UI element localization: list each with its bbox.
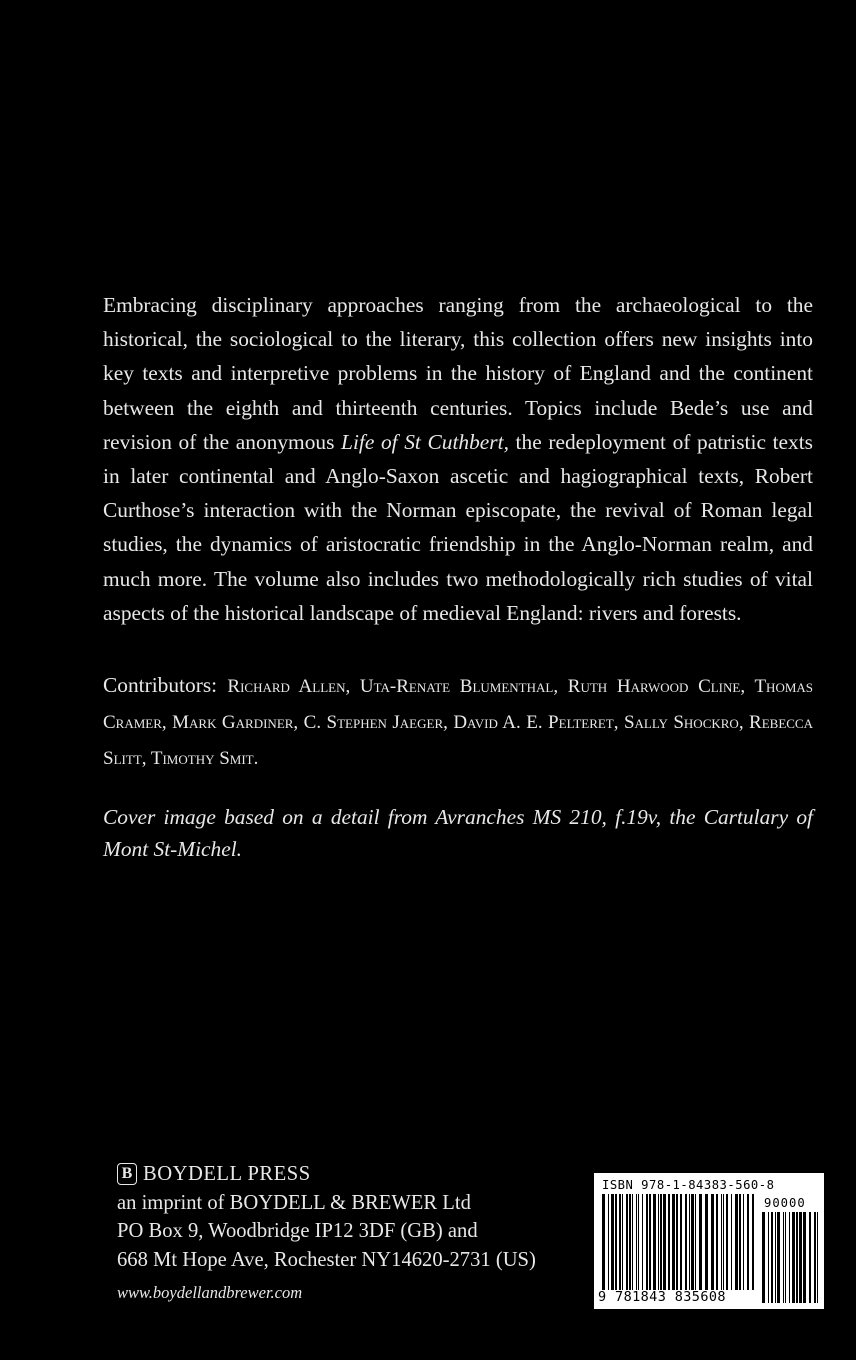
barcode-bar: [768, 1212, 769, 1303]
price-addon-code: 90000: [764, 1196, 806, 1210]
contributors-label: Contributors:: [103, 673, 228, 697]
barcode-bar: [799, 1212, 802, 1303]
barcode-bar: [747, 1194, 749, 1290]
barcode-bar: [789, 1212, 790, 1303]
barcode-bar: [663, 1194, 666, 1290]
isbn-label: ISBN 978-1-84383-560-8: [602, 1178, 775, 1192]
barcode-bar: [658, 1194, 659, 1290]
barcode-bar: [785, 1212, 786, 1303]
barcode-bar: [629, 1194, 631, 1290]
addon-barcode-bars: [762, 1212, 818, 1303]
barcode-bar: [723, 1194, 724, 1290]
description-text-end: the redeployment of patristic texts in later continental and Anglo-Saxon ascetic and hagiographical texts, Robert Curthose’s interaction with the Norman episcopate, the revival of Roman legal studies, the dynamics of aristocratic friendship in the Anglo-Norman realm, and much more. The volume also includes two methodologically rich studies of vital aspects of the historical landscape of medieval England: rivers and forests.: [103, 429, 813, 625]
barcode-bar: [803, 1212, 806, 1303]
barcode-bar: [726, 1194, 728, 1290]
website-url: www.boydellandbrewer.com: [117, 1283, 303, 1302]
barcode-bar: [691, 1194, 694, 1290]
barcode-bar: [743, 1194, 744, 1290]
barcode-bar: [642, 1194, 643, 1290]
barcode-bar: [680, 1194, 682, 1290]
barcode-bar: [796, 1212, 798, 1303]
press-name: BOYDELL PRESS: [143, 1163, 311, 1185]
contributors-names: Richard Allen, Uta-Renate Blumenthal, Ruth Harwood Cline, Thomas Cramer, Mark Gardiner, C. Stephen Jaeger, David A. E. Pelteret, Sally Shockro, Rebecca Slitt, Timothy Smit.: [103, 676, 814, 769]
address-uk: PO Box 9, Woodbridge IP12 3DF (GB) and: [117, 1220, 478, 1242]
barcode-bar: [716, 1194, 718, 1290]
barcode-bar: [660, 1194, 662, 1290]
barcode-bar: [689, 1194, 690, 1290]
barcode-bar: [649, 1194, 651, 1290]
barcode-bar: [622, 1194, 623, 1290]
barcode-bar: [705, 1194, 708, 1290]
barcode-bar: [731, 1194, 732, 1290]
barcode-bar: [762, 1212, 765, 1303]
barcode-bar: [668, 1194, 670, 1290]
barcode-bar: [611, 1194, 614, 1290]
barcode-bar: [817, 1212, 818, 1303]
barcode-bar: [676, 1194, 678, 1290]
barcode-bar: [608, 1194, 609, 1290]
address-us: 668 Mt Hope Ave, Rochester NY14620-2731 (US): [117, 1248, 536, 1271]
barcode-bar: [777, 1212, 780, 1303]
barcode-bar: [752, 1194, 754, 1290]
barcode-bar: [814, 1212, 816, 1303]
barcode-bar: [685, 1194, 687, 1290]
barcode-bar: [739, 1194, 741, 1290]
press-row: [117, 1160, 567, 1189]
cover-image-credit: Cover image based on a detail from Avranches MS 210, f.19v, the Cartulary of Mont St-Michel.: [103, 805, 813, 861]
contributors-paragraph: [103, 668, 813, 776]
barcode-bar: [771, 1212, 773, 1303]
barcode-bar: [783, 1212, 784, 1303]
barcode-bar: [646, 1194, 648, 1290]
barcode-bar: [775, 1212, 776, 1303]
description-book-title: Life of St Cuthbert,: [341, 429, 509, 454]
barcode-bar: [809, 1212, 811, 1303]
barcode-bar: [632, 1194, 633, 1290]
barcode-bar: [615, 1194, 617, 1290]
barcode-bar: [626, 1194, 628, 1290]
description-text-start: Embracing disciplinary approaches ranging from the archaeological to the historical, the sociological to the literary, this collection offers new insights into key texts and interpretive problems in the history of England and the continent between the eighth and thirteenth centuries. Topics include Bede’s use and revision of the anonymous: [103, 293, 813, 454]
barcode-bar: [638, 1194, 639, 1290]
publisher-block: [117, 1160, 567, 1303]
barcode-bar: [721, 1194, 722, 1290]
ean-barcode-bars: [602, 1194, 754, 1290]
imprint-line: an imprint of BOYDELL & BREWER Ltd: [117, 1191, 471, 1214]
barcode-bar: [602, 1194, 605, 1290]
description-paragraph: [103, 288, 813, 630]
barcode-bar: [695, 1194, 696, 1290]
boydell-logo-icon: B: [117, 1163, 137, 1185]
ean-digits: 9 781843 835608: [598, 1289, 726, 1305]
barcode-bar: [672, 1194, 675, 1290]
barcode-bar: [792, 1212, 795, 1303]
barcode-bar: [653, 1194, 656, 1290]
isbn-barcode: [594, 1173, 824, 1309]
barcode-bar: [711, 1194, 714, 1290]
barcode-bar: [636, 1194, 637, 1290]
barcode-bar: [619, 1194, 621, 1290]
barcode-bar: [735, 1194, 738, 1290]
barcode-bar: [699, 1194, 702, 1290]
